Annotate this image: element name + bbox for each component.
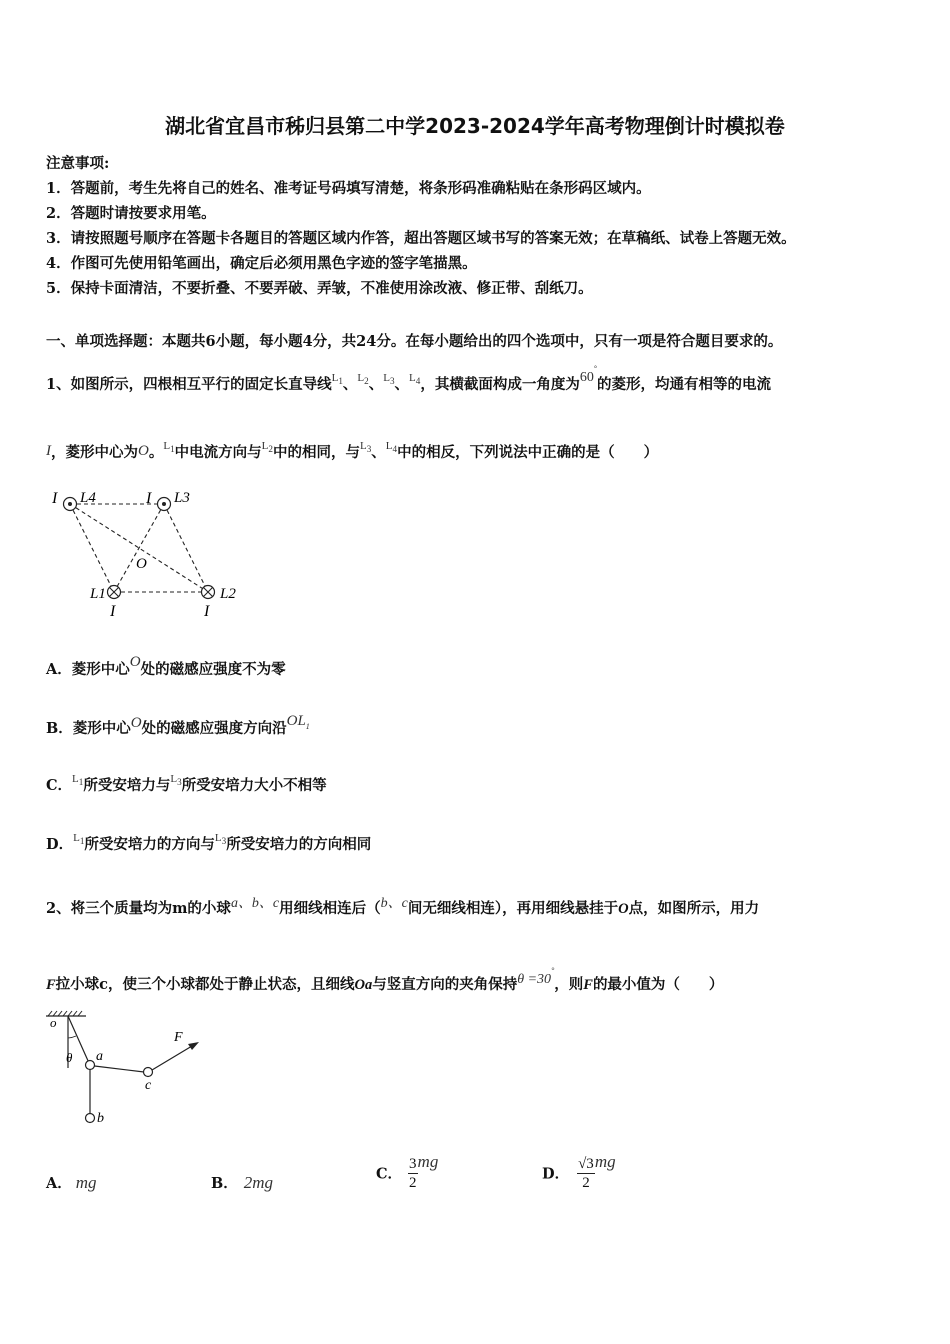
notice-item: 1．答题前，考生先将自己的姓名、准考证号码填写清楚，将条形码准确粘贴在条形码区域内。 [46,180,651,197]
q2-option-b[interactable]: B． 2mg [211,1173,274,1192]
q2-figure [42,1008,212,1133]
q2-fig-label-o: o [50,1015,57,1030]
q1-fig-label-I: I [110,603,116,620]
q1-fig-label-L2: L2 [220,586,236,602]
q1-option-b[interactable]: B．菱形中心O处的磁感应强度方向沿$OL_1$ [46,713,310,737]
q2-fig-label-a: a [96,1049,103,1064]
q2-option-c[interactable]: C． $\frac{3}{2}$ mg [376,1152,439,1191]
notice-heading: 注意事项: [46,155,110,172]
q2-fig-label-theta: θ [66,1050,73,1065]
q1-stem-line1: 1、如图所示，四根相互平行的固定长直导线$^{L_1}$、$^{L_2}$、$^{L_3}$、$^{L_4}$，其横截面构成一角度为60°的菱形，均通有相等的电流 [46,364,772,393]
notice-item: 4．作图可先使用铅笔画出，确定后必须用黑色字迹的签字笔描黑。 [46,255,477,272]
q1-L3: L3 [383,372,395,387]
q2-bc-symbol: b、c [380,896,408,911]
q2-stem-line1: 2、将三个质量均为m的小球a、b、c用细线相连后（b、c间无细线相连），再用细线悬挂于O点，如图所示，用力 [46,896,760,917]
q1-L1: L1 [331,372,343,387]
q1-fig-label-L1: L1 [90,586,106,602]
q1-L4-ref: L4 [385,440,398,455]
q1-L4: L4 [409,372,421,387]
notice-item: 3．请按照题号顺序在答题卡各题目的答题区域内作答，超出答题区域书写的答案无效；在草稿纸、试卷上答题无效。 [46,230,796,247]
q1-L1-ref: L1 [163,440,175,455]
q1-current-symbol: I [46,443,51,459]
q2-fig-label-F: F [174,1030,183,1045]
q1-stem-line2: I，菱形中心为O。$^{L_1}$中电流方向与$^{L_2}$中的相同，与$^{L_3}$、$^{L_4}$中的相反，下列说法中正确的是（ ） [46,440,659,461]
q1-fig-label-L4: L4 [80,490,96,506]
q1-option-d[interactable]: D．$^{L_1}$所受安培力的方向与$^{L_3}$所受安培力的方向相同 [46,832,372,853]
q2-option-a[interactable]: A． mg [46,1173,97,1192]
q2-fig-label-b: b [97,1111,104,1126]
q1-fig-label-O: O [136,556,147,572]
q1-fig-label-I: I [52,490,58,507]
q1-fig-label-I: I [204,603,210,620]
q2-stem-line2: F拉小球c，使三个小球都处于静止状态，且细线Oa与竖直方向的夹角保持θ =30°，则F的最小值为（ ） [46,966,724,993]
q1-figure [46,484,256,624]
q1-L3-ref: L3 [359,440,372,455]
q1-text: 1、如图所示，四根相互平行的固定长直导线 [46,376,332,393]
q1-angle: 60° [579,364,598,385]
q1-option-c[interactable]: C．$^{L_1}$所受安培力与$^{L_3}$所受安培力大小不相等 [46,773,327,794]
notice-item: 2．答题时请按要求用笔。 [46,205,216,222]
q1-fig-label-I: I [146,490,152,507]
q2-angle: θ =30° [517,966,555,987]
q1-fig-label-L3: L3 [174,490,190,506]
q1-L2: L2 [357,372,369,387]
section-heading: 一、单项选择题：本题共6小题，每小题4分，共24分。在每小题给出的四个选项中，只有一项是符合题目要求的。 [46,333,783,350]
q1-option-a[interactable]: A．菱形中心O处的磁感应强度不为零 [46,654,286,678]
page-title: 湖北省宜昌市秭归县第二中学2023-2024学年高考物理倒计时模拟卷 [165,114,785,138]
q1-center-symbol: O [138,443,149,459]
notice-item: 5．保持卡面清洁，不要折叠、不要弄破、弄皱，不准使用涂改液、修正带、刮纸刀。 [46,280,593,297]
q2-fig-label-c: c [145,1078,152,1093]
q2-option-d[interactable]: D． $\frac{√3}{2}$ mg [542,1152,616,1191]
q1-L2-ref: L2 [261,440,273,455]
q2-balls-symbol: a、b、c [230,896,280,911]
